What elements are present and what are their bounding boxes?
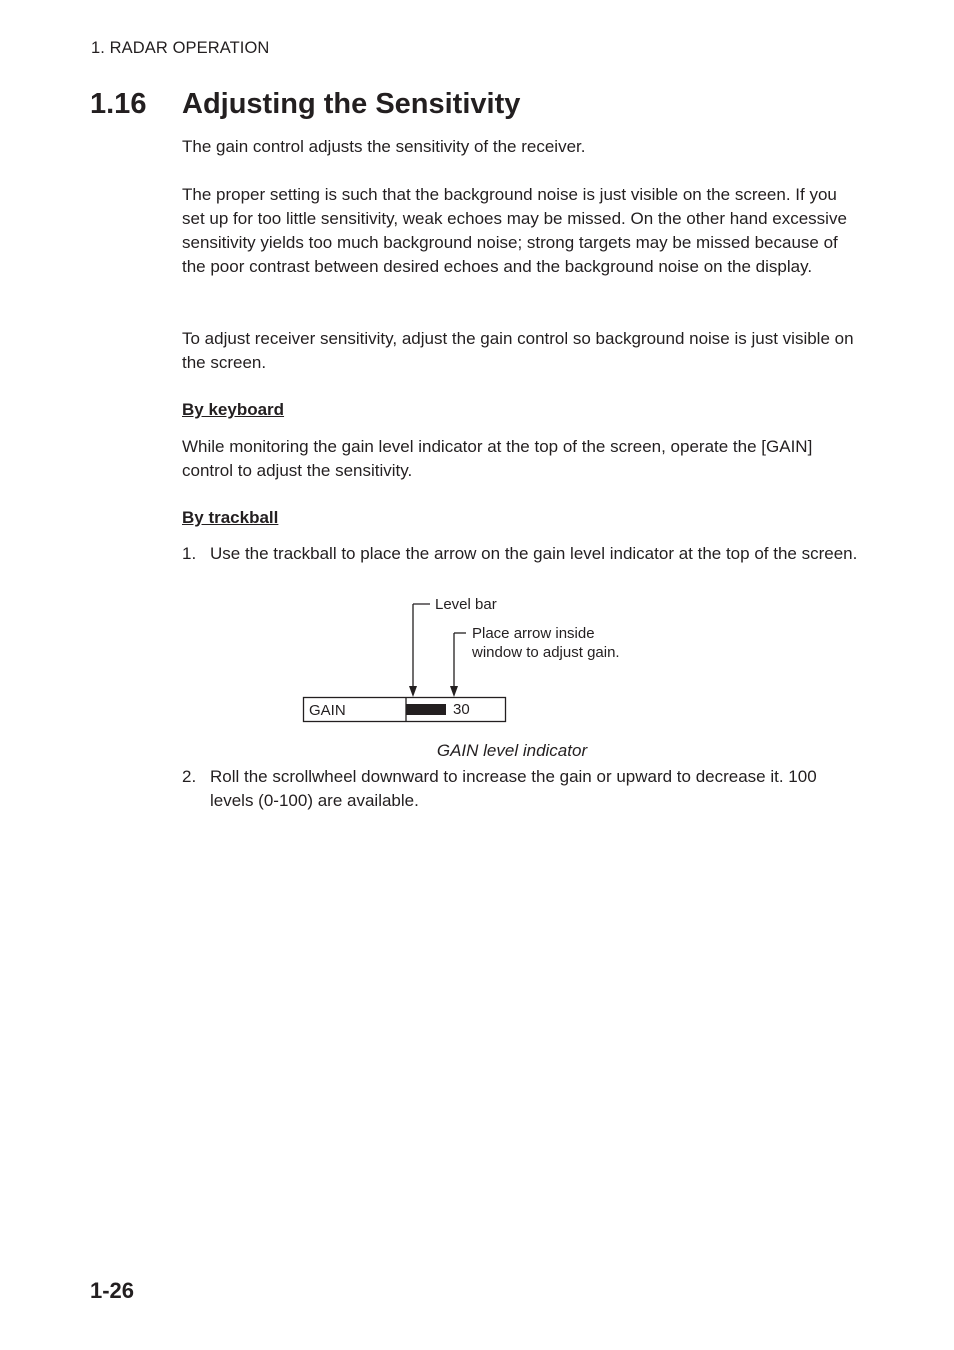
- section-title-text: Adjusting the Sensitivity: [182, 88, 521, 120]
- step-1-text: Use the trackball to place the arrow on the gain level indicator at the top of the screen.: [210, 544, 858, 563]
- section-number: 1.16: [90, 88, 147, 120]
- arrow-window-arrowhead: [450, 686, 458, 697]
- step-2-number: 2.: [182, 767, 197, 786]
- paragraph-proper-setting: The proper setting is such that the background noise is just visible on the screen. If you set up for too little sensitivity, weak echoes may be missed. On the other hand excessive sensitivity yields too much background noise; strong targets may be missed because of the poor contrast between desired echoes and the background noise on the display.: [182, 185, 847, 276]
- paragraph-adjust-sensitivity: To adjust receiver sensitivity, adjust the gain control so background noise is just visible on the screen.: [182, 329, 854, 372]
- running-head: 1. RADAR OPERATION: [91, 39, 270, 57]
- label-level-bar: Level bar: [435, 596, 497, 613]
- gain-level-bar: [406, 704, 446, 715]
- label-arrow-line2: window to adjust gain.: [472, 644, 620, 661]
- step-1-number: 1.: [182, 544, 197, 563]
- level-bar-arrowhead: [409, 686, 417, 697]
- paragraph-intro: The gain control adjusts the sensitivity of the receiver.: [182, 137, 586, 156]
- subheading-by-trackball: By trackball: [182, 508, 279, 527]
- gain-value: 30: [453, 701, 470, 718]
- gain-label: GAIN: [309, 702, 346, 719]
- subheading-by-keyboard: By keyboard: [182, 400, 285, 419]
- page-number: 1-26: [90, 1278, 135, 1303]
- step-2-text: Roll the scrollwheel downward to increase the gain or upward to decrease it. 100 levels (0-100) are available.: [210, 767, 817, 810]
- figure-caption: GAIN level indicator: [436, 741, 588, 760]
- label-arrow-line1: Place arrow inside: [472, 625, 595, 642]
- step-2: [182, 765, 862, 813]
- paragraph-keyboard: While monitoring the gain level indicator at the top of the screen, operate the [GAIN] control to adjust the sensitivity.: [182, 437, 813, 480]
